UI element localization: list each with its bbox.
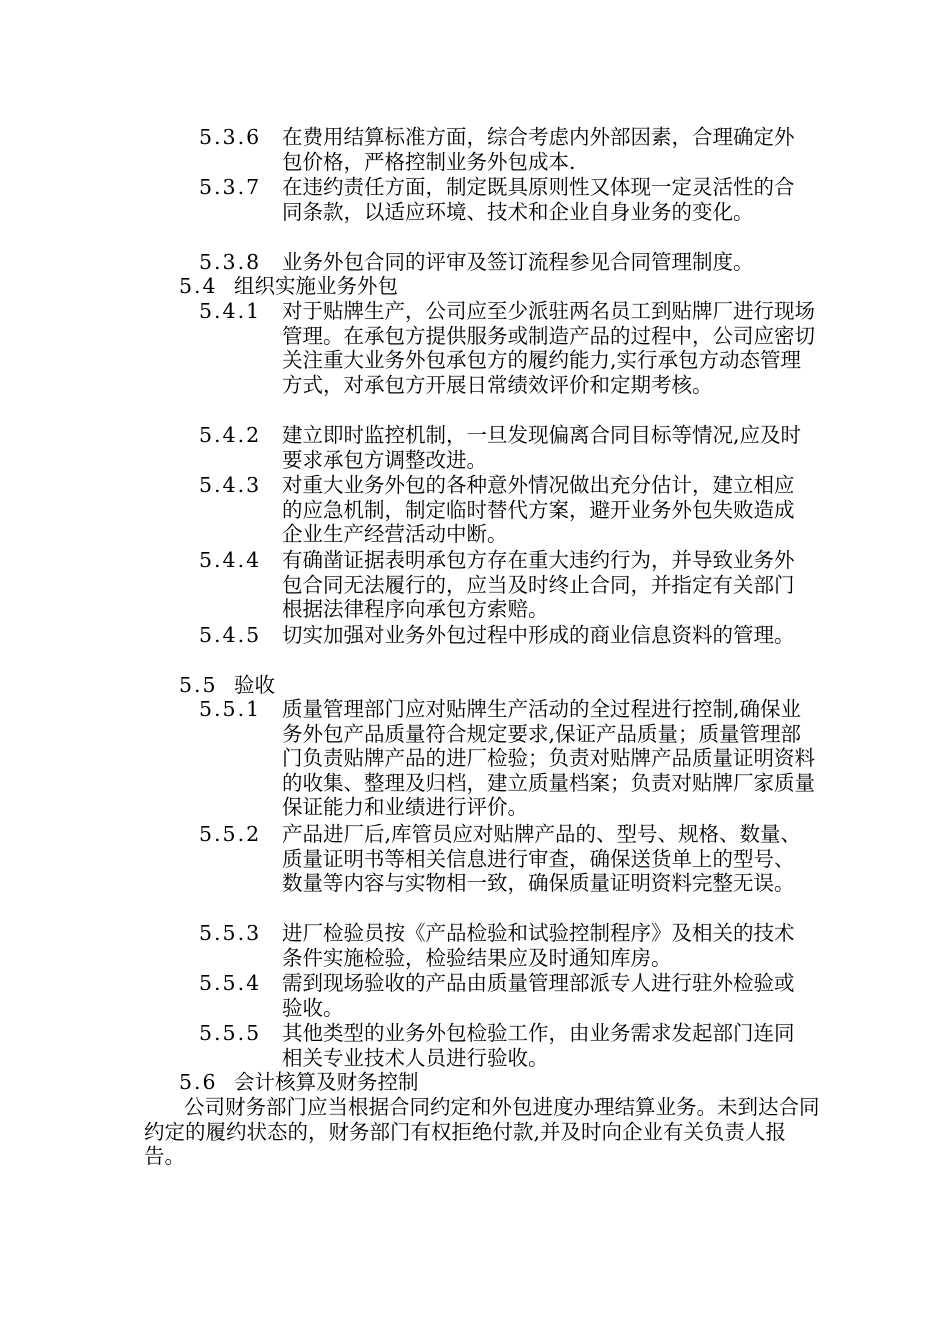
clause-number: 5.3.8 <box>199 250 262 274</box>
clause-number: 5.4.4 <box>199 548 262 572</box>
clause-text: 有确凿证据表明承包方存在重大违约行为，并导致业务外包合同无法履行的，应当及时终止合同，并指定有关部门根据法律程序向承包方索赔。 <box>282 548 795 622</box>
clause-text: 在费用结算标准方面，综合考虑内外部因素，合理确定外包价格，严格控制业务外包成本. <box>282 125 795 174</box>
clause-text: 产品进厂后,库管员应对贴牌产品的、型号、规格、数量、质量证明书等相关信息进行审查，确保送货单上的型号、数量等内容与实物相一致，确保质量证明资料完整无误。 <box>282 822 802 896</box>
clause-number: 5.3.6 <box>199 125 262 149</box>
clause-number: 5.5.5 <box>199 1021 262 1045</box>
clause-number: 5.5.2 <box>199 822 262 846</box>
section-title: 会计核算及财务控制 <box>234 1070 419 1094</box>
clause-number: 5.5.1 <box>199 697 262 721</box>
clause-text: 进厂检验员按《产品检验和试验控制程序》及相关的技术条件实施检验，检验结果应及时通知库房。 <box>282 921 795 970</box>
clause-text: 对于贴牌生产，公司应至少派驻两名员工到贴牌厂进行现场管理。在承包方提供服务或制造产品的过程中，公司应密切关注重大业务外包承包方的履约能力,实行承包方动态管理方式，对承包方开展日常绩效评价和定期考核。 <box>282 299 815 397</box>
clause-text: 业务外包合同的评审及签订流程参见合同管理制度。 <box>282 250 754 274</box>
clause-number: 5.5.4 <box>199 971 262 995</box>
clause-text: 在违约责任方面，制定既具原则性又体现一定灵活性的合同条款，以适应环境、技术和企业自身业务的变化。 <box>282 175 795 224</box>
section-number: 5.4 <box>179 274 218 298</box>
clause-number: 5.4.2 <box>199 423 262 447</box>
section-heading-5-4 <box>179 274 398 299</box>
clause-text: 质量管理部门应对贴牌生产活动的全过程进行控制,确保业务外包产品质量符合规定要求,保证产品质量；质量管理部门负责贴牌产品的进厂检验；负责对贴牌产品质量证明资料的收集、整理及归档，建立质量档案；负责对贴牌厂家质量保证能力和业绩进行评价。 <box>282 697 815 820</box>
section-number: 5.6 <box>179 1070 218 1094</box>
section-heading-5-6 <box>179 1070 419 1095</box>
clause-number: 5.4.1 <box>199 299 262 323</box>
clause-text: 对重大业务外包的各种意外情况做出充分估计，建立相应的应急机制，制定临时替代方案，避开业务外包失败造成企业生产经营活动中断。 <box>282 473 795 547</box>
section-heading-5-5 <box>179 673 275 698</box>
clause-number: 5.3.7 <box>199 175 262 199</box>
closing-paragraph: 公司财务部门应当根据合同约定和外包进度办理结算业务。未到达合同约定的履约状态的，财务部门有权拒绝付款,并及时向企业有关负责人报告。 <box>144 1095 820 1169</box>
clause-number: 5.4.5 <box>199 623 262 647</box>
clause-text: 需到现场验收的产品由质量管理部派专人进行驻外检验或验收。 <box>282 971 795 1020</box>
clause-text: 建立即时监控机制，一旦发现偏离合同目标等情况,应及时要求承包方调整改进。 <box>282 423 802 472</box>
section-title: 组织实施业务外包 <box>234 274 398 298</box>
clause-text: 切实加强对业务外包过程中形成的商业信息资料的管理。 <box>282 623 795 647</box>
clause-number: 5.5.3 <box>199 921 262 945</box>
clause-number: 5.4.3 <box>199 473 262 497</box>
section-title: 验收 <box>234 673 275 697</box>
section-number: 5.5 <box>179 673 218 697</box>
clause-text: 其他类型的业务外包检验工作，由业务需求发起部门连同相关专业技术人员进行验收。 <box>282 1021 795 1070</box>
